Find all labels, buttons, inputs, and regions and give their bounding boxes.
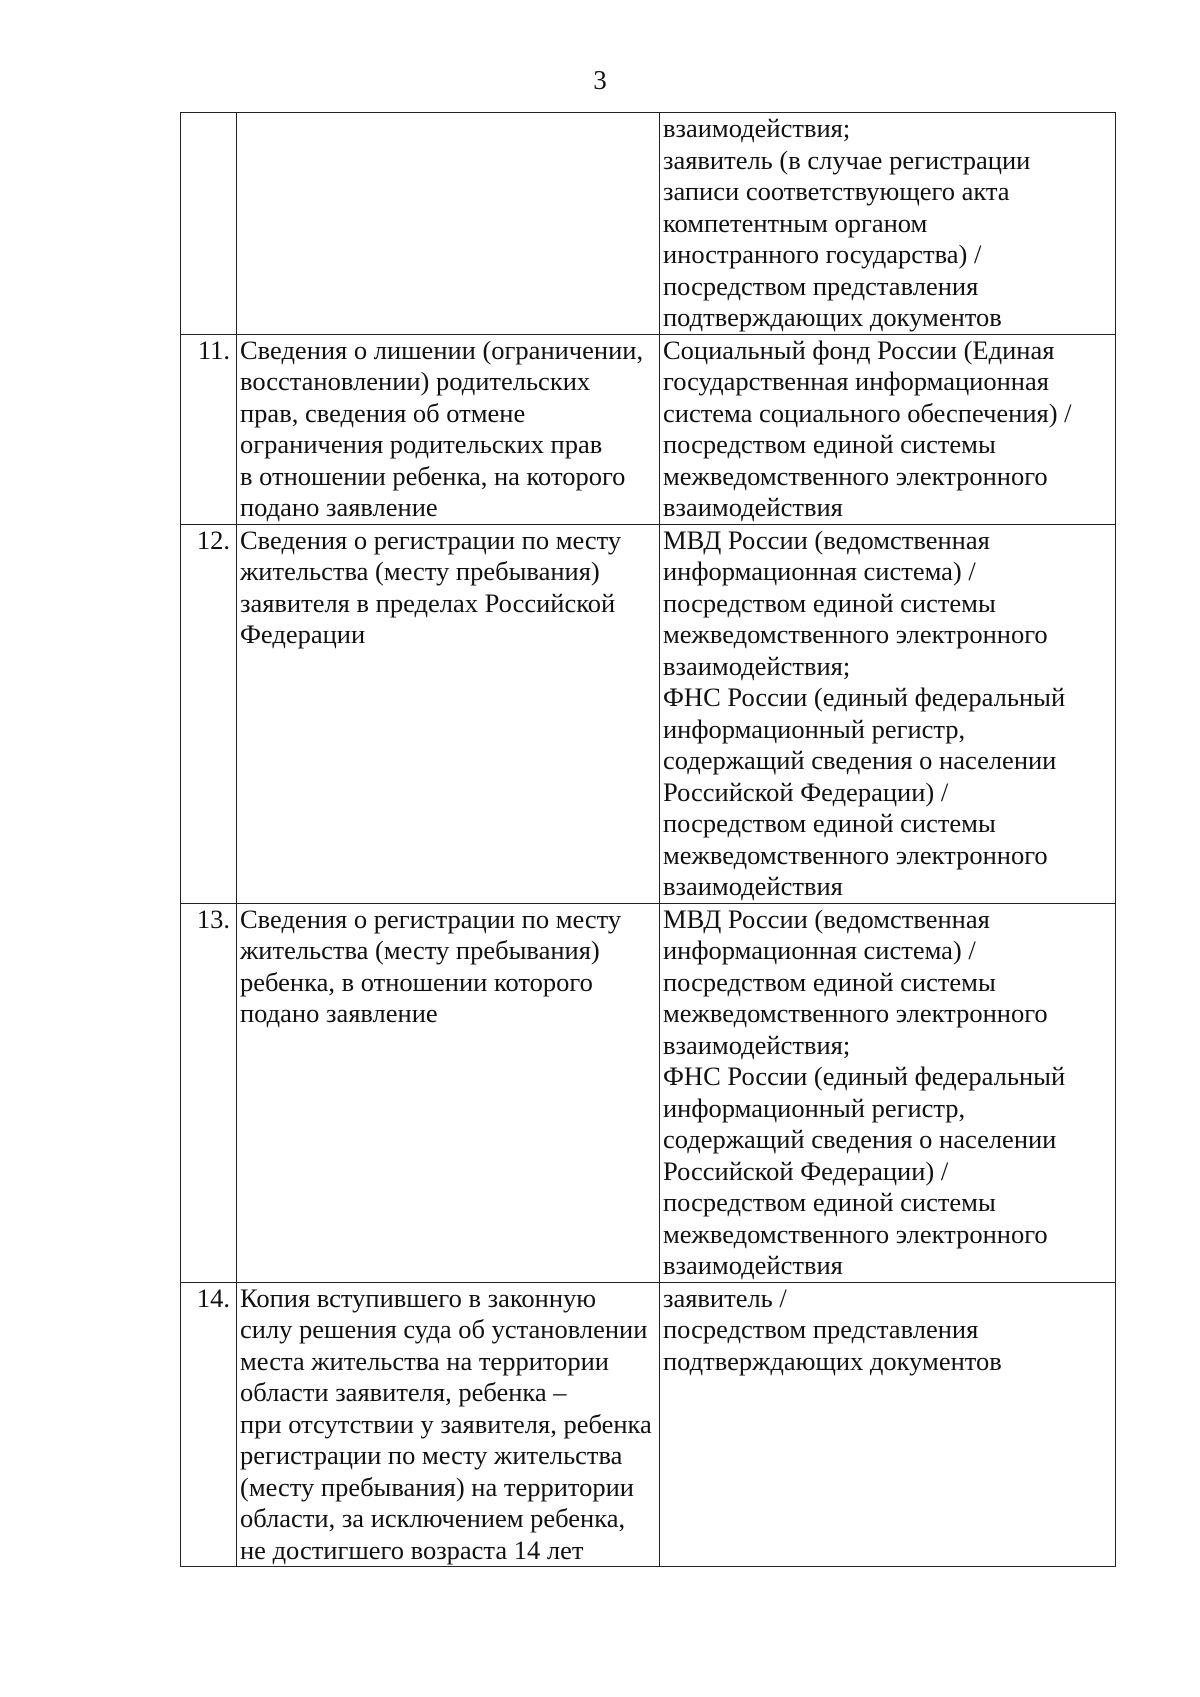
row-number: 13. xyxy=(181,903,237,1282)
source-text-line: компетентным органом xyxy=(663,207,928,238)
source-cell xyxy=(660,113,1116,335)
row-number: 14. xyxy=(181,1282,237,1567)
row-number: 12. xyxy=(181,524,237,903)
info-text-line: области заявителя, ребенка – xyxy=(240,1377,567,1407)
table-row xyxy=(181,524,1116,903)
source-text-line: ФНС России (единый федеральный xyxy=(663,682,1066,712)
table-row xyxy=(181,903,1116,1282)
source-text-line: посредством единой системы xyxy=(663,587,996,618)
source-text-line: заявитель (в случае регистрации xyxy=(663,144,1031,175)
source-text-line: информационная система) / xyxy=(663,935,976,965)
source-text-line: содержащий сведения о населении xyxy=(663,1124,1057,1154)
source-text-line: система социального обеспечения) / xyxy=(663,397,1072,428)
table-row xyxy=(181,334,1116,524)
source-cell xyxy=(660,524,1116,903)
info-text-line: подано заявление xyxy=(240,492,438,522)
source-text-line: посредством единой системы xyxy=(663,1187,996,1217)
source-text-line: подтверждающих документов xyxy=(663,302,1002,332)
source-text-line: посредством единой системы xyxy=(663,429,996,459)
info-text-line: в отношении ребенка, на которого xyxy=(240,460,626,491)
documents-table xyxy=(180,112,1116,1567)
info-text-line: не достигшего возраста 14 лет xyxy=(240,1534,584,1565)
source-text-line: ФНС России (единый федеральный xyxy=(663,1061,1066,1091)
table-body xyxy=(181,113,1116,1567)
source-text-line: взаимодействия; xyxy=(663,650,851,681)
source-text-line: государственная информационная xyxy=(663,366,1049,396)
info-text-line: жительства (месту пребывания) xyxy=(240,556,600,586)
source-text-line: межведомственного электронного xyxy=(663,1218,1048,1249)
source-text-line: Российской Федерации) / xyxy=(663,776,949,807)
source-text-line: взаимодействия; xyxy=(663,1029,851,1060)
source-text-line: посредством представления xyxy=(663,270,979,301)
source-cell xyxy=(660,1282,1116,1567)
source-text-line: иностранного государства) / xyxy=(663,239,982,269)
source-text-line: Социальный фонд России (Единая xyxy=(663,334,1055,365)
info-text-line: (месту пребывания) на территории xyxy=(240,1471,634,1502)
source-text-line: межведомственного электронного xyxy=(663,998,1048,1028)
source-text-line: межведомственного электронного xyxy=(663,619,1048,649)
info-text-line: жительства (месту пребывания) xyxy=(240,935,600,965)
page-number: 3 xyxy=(593,65,607,95)
info-text-line: Сведения о регистрации по месту xyxy=(240,903,622,934)
source-text-line: взаимодействия xyxy=(663,1250,843,1280)
source-text-line: посредством представления xyxy=(663,1314,979,1344)
info-text-line: восстановлении) родительских xyxy=(240,366,591,396)
info-text-line: ребенка, в отношении которого xyxy=(240,966,593,997)
source-cell xyxy=(660,903,1116,1282)
source-text-line: информационный регистр, xyxy=(663,1092,966,1123)
info-text-line: области, за исключением ребенка, xyxy=(240,1503,626,1533)
source-text-line: межведомственного электронного xyxy=(663,460,1048,491)
info-text-line: регистрации по месту жительства xyxy=(240,1440,623,1470)
info-cell xyxy=(237,1282,660,1567)
source-text-line: Российской Федерации) / xyxy=(663,1155,949,1186)
source-text-line: взаимодействия xyxy=(663,871,843,901)
source-text-line: информационный регистр, xyxy=(663,713,966,744)
info-cell xyxy=(237,113,660,335)
source-text-line: заявитель / xyxy=(663,1282,787,1313)
info-text-line: при отсутствии у заявителя, ребенка xyxy=(240,1408,652,1439)
source-text-line: взаимодействия; xyxy=(663,113,851,143)
row-number: 11. xyxy=(181,334,237,524)
row-number xyxy=(181,113,237,335)
info-text-line: заявителя в пределах Российской xyxy=(240,587,616,618)
info-text-line: Копия вступившего в законную xyxy=(240,1282,597,1313)
source-text-line: записи соответствующего акта xyxy=(663,176,1010,206)
info-text-line: ограничения родительских прав xyxy=(240,429,603,459)
source-text-line: подтверждающих документов xyxy=(663,1345,1002,1376)
source-text-line: МВД России (ведомственная xyxy=(663,524,990,555)
source-text-line: посредством единой системы xyxy=(663,966,996,997)
info-text-line: места жительства на территории xyxy=(240,1345,609,1376)
info-text-line: Сведения о регистрации по месту xyxy=(240,524,622,555)
source-text-line: информационная система) / xyxy=(663,556,976,586)
info-cell xyxy=(237,334,660,524)
source-text-line: межведомственного электронного xyxy=(663,839,1048,870)
info-text-line: Федерации xyxy=(240,619,366,649)
source-text-line: посредством единой системы xyxy=(663,808,996,838)
source-text-line: содержащий сведения о населении xyxy=(663,745,1057,775)
source-text-line: взаимодействия xyxy=(663,492,843,522)
info-text-line: силу решения суда об установлении xyxy=(240,1314,648,1344)
source-text-line: МВД России (ведомственная xyxy=(663,903,990,934)
table-row xyxy=(181,1282,1116,1567)
source-cell xyxy=(660,334,1116,524)
table-row xyxy=(181,113,1116,335)
info-cell xyxy=(237,903,660,1282)
info-text-line: прав, сведения об отмене xyxy=(240,397,526,428)
info-text-line: Сведения о лишении (ограничении, xyxy=(240,334,644,365)
info-text-line: подано заявление xyxy=(240,998,438,1028)
info-cell xyxy=(237,524,660,903)
